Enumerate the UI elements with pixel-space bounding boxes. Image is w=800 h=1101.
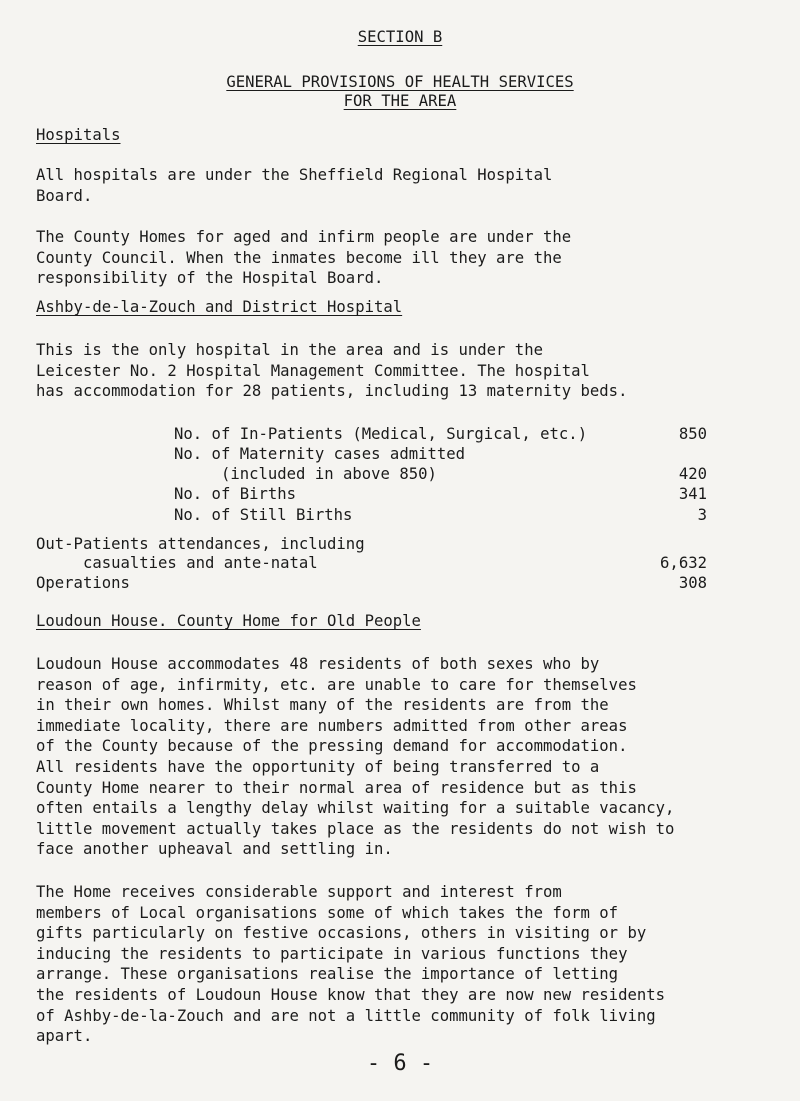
paragraph-line: apart. — [36, 1027, 93, 1046]
loudoun-house-heading: Loudoun House. County Home for Old People — [36, 612, 421, 630]
hospitals-heading: Hospitals — [36, 126, 121, 144]
paragraph-line: of the County because of the pressing demand for accommodation. — [36, 737, 628, 756]
stat-label: No. of Still Births — [174, 506, 353, 524]
stat-label: No. of In-Patients (Medical, Surgical, etc.) — [174, 425, 588, 443]
paragraph-line: of Ashby-de-la-Zouch and are not a little community of folk living — [36, 1006, 656, 1025]
section-heading: SECTION B — [357, 28, 443, 46]
paragraph-line: little movement actually takes place as the residents do not wish to — [36, 819, 675, 838]
paragraph-line: in their own homes. Whilst many of the residents are from the — [36, 696, 609, 715]
hospitals-paragraph-1 — [36, 165, 796, 206]
paragraph-line: Loudoun House accommodates 48 residents of both sexes who by — [36, 655, 600, 673]
paragraph-line: Leicester No. 2 Hospital Management Committee. The hospital — [36, 361, 590, 380]
paragraph-line: has accommodation for 28 patients, including 13 maternity beds. — [36, 382, 628, 401]
paragraph-line: The County Homes for aged and infirm people are under the — [36, 228, 572, 246]
stat-label: No. of Maternity cases admitted — [174, 445, 466, 463]
loudoun-house-paragraph-1 — [36, 654, 796, 860]
hospitals-paragraph-2 — [36, 227, 796, 289]
stat-value: 420 — [678, 465, 707, 483]
paragraph-line: This is the only hospital in the area and is under the — [36, 341, 543, 359]
stat-label: casualties and ante-natal — [36, 554, 318, 572]
paragraph-line: often entails a lengthy delay whilst waiting for a suitable vacancy, — [36, 799, 675, 818]
paragraph-line: arrange. These organisations realise the importance of letting — [36, 965, 619, 984]
stat-label: Out-Patients attendances, including — [36, 535, 365, 553]
page-title-line-1: GENERAL PROVISIONS OF HEALTH SERVICES — [226, 73, 574, 91]
loudoun-house-paragraph-2 — [36, 882, 796, 1047]
paragraph-line: inducing the residents to participate in various functions they — [36, 944, 628, 963]
paragraph-line: Board. — [36, 186, 93, 205]
ashby-hospital-heading: Ashby-de-la-Zouch and District Hospital — [36, 298, 403, 316]
stat-label: No. of Births — [174, 485, 297, 503]
paragraph-line: the residents of Loudoun House know that they are now new residents — [36, 985, 666, 1004]
paragraph-line: members of Local organisations some of which takes the form of — [36, 903, 619, 922]
stat-label: (included in above 850) — [174, 465, 437, 483]
stat-value: 308 — [678, 574, 707, 592]
paragraph-line: responsibility of the Hospital Board. — [36, 269, 384, 288]
paragraph-line: All hospitals are under the Sheffield Regional Hospital — [36, 166, 553, 184]
paragraph-line: County Council. When the inmates become ill they are the — [36, 248, 562, 267]
paragraph-line: face another upheaval and settling in. — [36, 840, 393, 859]
stat-label: Operations — [36, 574, 130, 592]
paragraph-line: immediate locality, there are numbers admitted from other areas — [36, 716, 628, 735]
paragraph-line: The Home receives considerable support and interest from — [36, 883, 562, 901]
stat-value: 6,632 — [660, 554, 707, 572]
paragraph-line: reason of age, infirmity, etc. are unable to care for themselves — [36, 675, 637, 694]
stat-value: 850 — [678, 425, 707, 443]
stat-value: 3 — [697, 506, 707, 524]
page-number: - 6 - — [366, 1051, 434, 1076]
paragraph-line: County Home nearer to their normal area of residence but as this — [36, 778, 637, 797]
stat-value: 341 — [678, 485, 707, 503]
page-title-line-2: FOR THE AREA — [343, 92, 457, 110]
paragraph-line: gifts particularly on festive occasions, others in visiting or by — [36, 924, 647, 943]
ashby-hospital-paragraph — [36, 340, 796, 402]
paragraph-line: All residents have the opportunity of being transferred to a — [36, 757, 600, 776]
